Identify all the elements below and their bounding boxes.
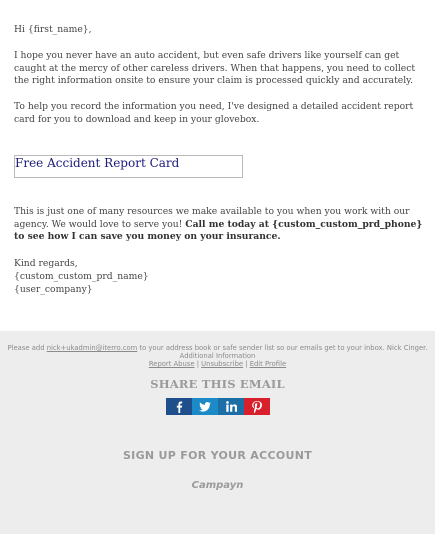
footer-separator: |	[194, 360, 202, 368]
sign-up-heading[interactable]: SIGN UP FOR YOUR ACCOUNT	[122, 449, 313, 462]
pinterest-icon	[252, 401, 262, 413]
intro-paragraph: I hope you never have an auto accident, but even safe drivers like yourself can get caught at the mercy of other careless drivers. When that happens, you need to collect the right information onsite to ensure your claim is processed quickly and accurately.	[14, 50, 416, 87]
greeting: Hi {first_name},	[14, 24, 92, 35]
share-facebook-button[interactable]	[166, 398, 192, 415]
additional-information: Additional Information	[179, 352, 256, 360]
agency-paragraph-text: This is just one of many resources we make available to you when you work with our agency. We would love to serve you!	[14, 206, 410, 230]
safe-sender-suffix: to your address book or safe sender list so our emails get to your inbox. Nick Cinger.	[137, 344, 428, 352]
call-to-action-text: Call me today at {custom_custom_prd_phone} to see how I can save you money on your insurance.	[14, 218, 423, 243]
edit-profile-link[interactable]: Edit Profile	[249, 360, 287, 368]
report-card-paragraph: To help you record the information you need, I've designed a detailed accident report card for you to download and keep in your glovebox.	[14, 101, 414, 125]
signature-company: {user_company}	[14, 284, 93, 295]
share-twitter-button[interactable]	[192, 398, 218, 415]
facebook-icon	[175, 401, 183, 413]
cta-box	[14, 155, 243, 178]
share-this-email-heading: SHARE THIS EMAIL	[150, 377, 285, 391]
footer-separator: |	[243, 360, 250, 368]
unsubscribe-link[interactable]: Unsubscribe	[201, 360, 244, 368]
share-pinterest-button[interactable]	[244, 398, 270, 415]
report-abuse-link[interactable]: Report Abuse	[148, 360, 195, 368]
twitter-icon	[199, 402, 211, 412]
free-accident-report-card-link[interactable]: Free Accident Report Card	[15, 156, 180, 170]
safe-sender-prefix: Please add	[7, 344, 47, 352]
campayn-logo[interactable]: Campayn	[191, 480, 244, 491]
share-linkedin-button[interactable]	[218, 398, 244, 415]
signature-name: {custom_custom_prd_name}	[14, 271, 149, 282]
agency-paragraph	[14, 206, 424, 244]
footer-links	[0, 360, 435, 368]
safe-sender-notice	[0, 344, 435, 352]
sender-email-link[interactable]: nick+ukadmin@iterro.com	[46, 344, 138, 352]
closing: Kind regards,	[14, 258, 78, 269]
linkedin-icon	[226, 401, 237, 412]
